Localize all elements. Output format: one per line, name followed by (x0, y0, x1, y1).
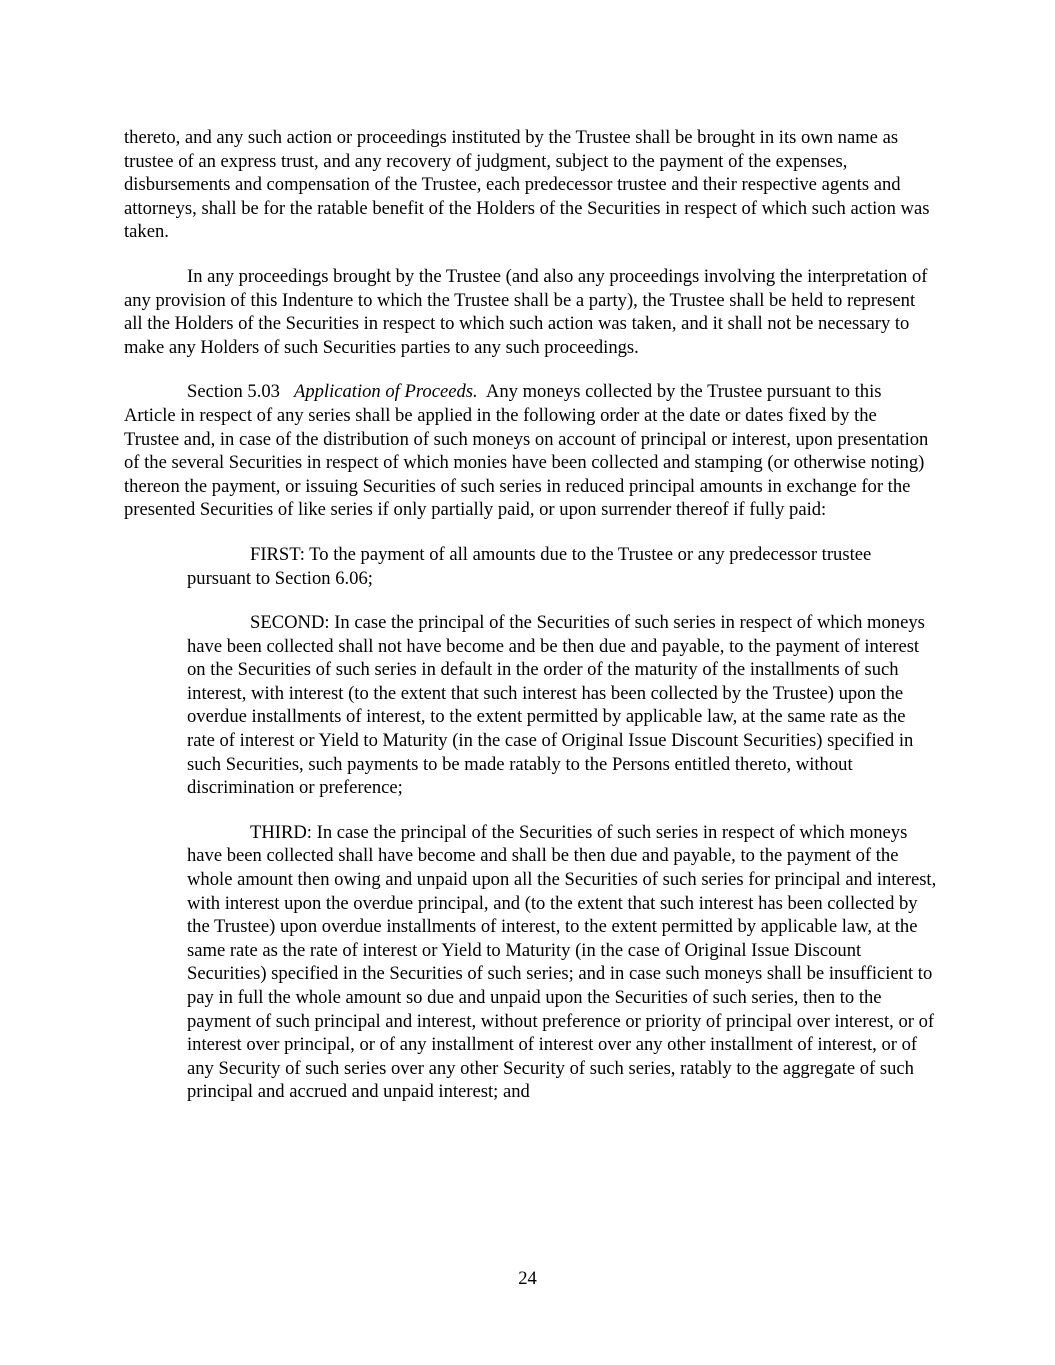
page-number: 24 (518, 1268, 537, 1289)
section-label: Section 5.03 (187, 381, 280, 403)
list-item-first: FIRST: To the payment of all amounts due to the Trustee or any predecessor trustee pursuant to Section 6.06; (187, 543, 872, 589)
section-heading: Application of Proceeds. (293, 381, 478, 403)
document-page (124, 126, 936, 1125)
section-text: Any moneys collected by the Trustee pursuant to this Article in respect of any series shall be applied in the following order at the date or dates fixed by the Trustee and, in case of the distribution of such moneys on account of principal or interest, upon presentation of the several Securities in respect of which monies have been collected and stamping (or otherwise noting) thereon the payment, or issuing Securities of such series in reduced principal amounts in exchange for the presented Securities of like series if only partially paid, or upon surrender thereof if fully paid: (124, 381, 929, 521)
section-5-03-paragraph (124, 380, 936, 522)
paragraph-continuation: thereto, and any such action or proceedings instituted by the Trustee shall be brought in its own name as trustee of an express trust, and any recovery of judgment, subject to the payment of the expenses, disbursements and compensation of the Trustee, each predecessor trustee and their respective agents and attorneys, shall be for the ratable benefit of the Holders of the Securities in respect of which such action was taken. (124, 127, 930, 243)
list-item-third: THIRD: In case the principal of the Securities of such series in respect of which moneys have been collected shall have become and shall be then due and payable, to the payment of the whole amount then owing and unpaid upon all the Securities of such series for principal and interest, with interest upon the overdue principal, and (to the extent that such interest has been collected by the Trustee) upon overdue installments of interest, to the extent permitted by applicable law, at the same rate as the rate of interest or Yield to Maturity (in the case of Original Issue Discount Securities) specified in the Securities of such series; and in case such moneys shall be insufficient to pay in full the whole amount so due and unpaid upon the Securities of such series, then to the payment of such principal and interest, without preference or priority of principal over interest, or of interest over principal, or of any installment of interest over any other installment of interest, or of any Security of such series over any other Security of such series, ratably to the aggregate of such principal and accrued and unpaid interest; and (187, 821, 937, 1103)
paragraph-proceedings: In any proceedings brought by the Trustee (and also any proceedings involving the interpretation of any provision of this Indenture to which the Trustee shall be a party), the Trustee shall be held to represent all the Holders of the Securities in respect to which such action was taken, and it shall not be necessary to make any Holders of such Securities parties to any such proceedings. (124, 265, 928, 358)
list-item-second: SECOND: In case the principal of the Securities of such series in respect of which moneys have been collected shall not have become and be then due and payable, to the payment of interest on the Securities of such series in default in the order of the maturity of the installments of such interest, with interest (to the extent that such interest has been collected by the Trustee) upon the overdue installments of interest, to the extent permitted by applicable law, at the same rate as the rate of interest or Yield to Maturity (in the case of Original Issue Discount Securities) specified in such Securities, such payments to be made ratably to the Persons entitled thereto, without discrimination or preference; (187, 612, 925, 799)
